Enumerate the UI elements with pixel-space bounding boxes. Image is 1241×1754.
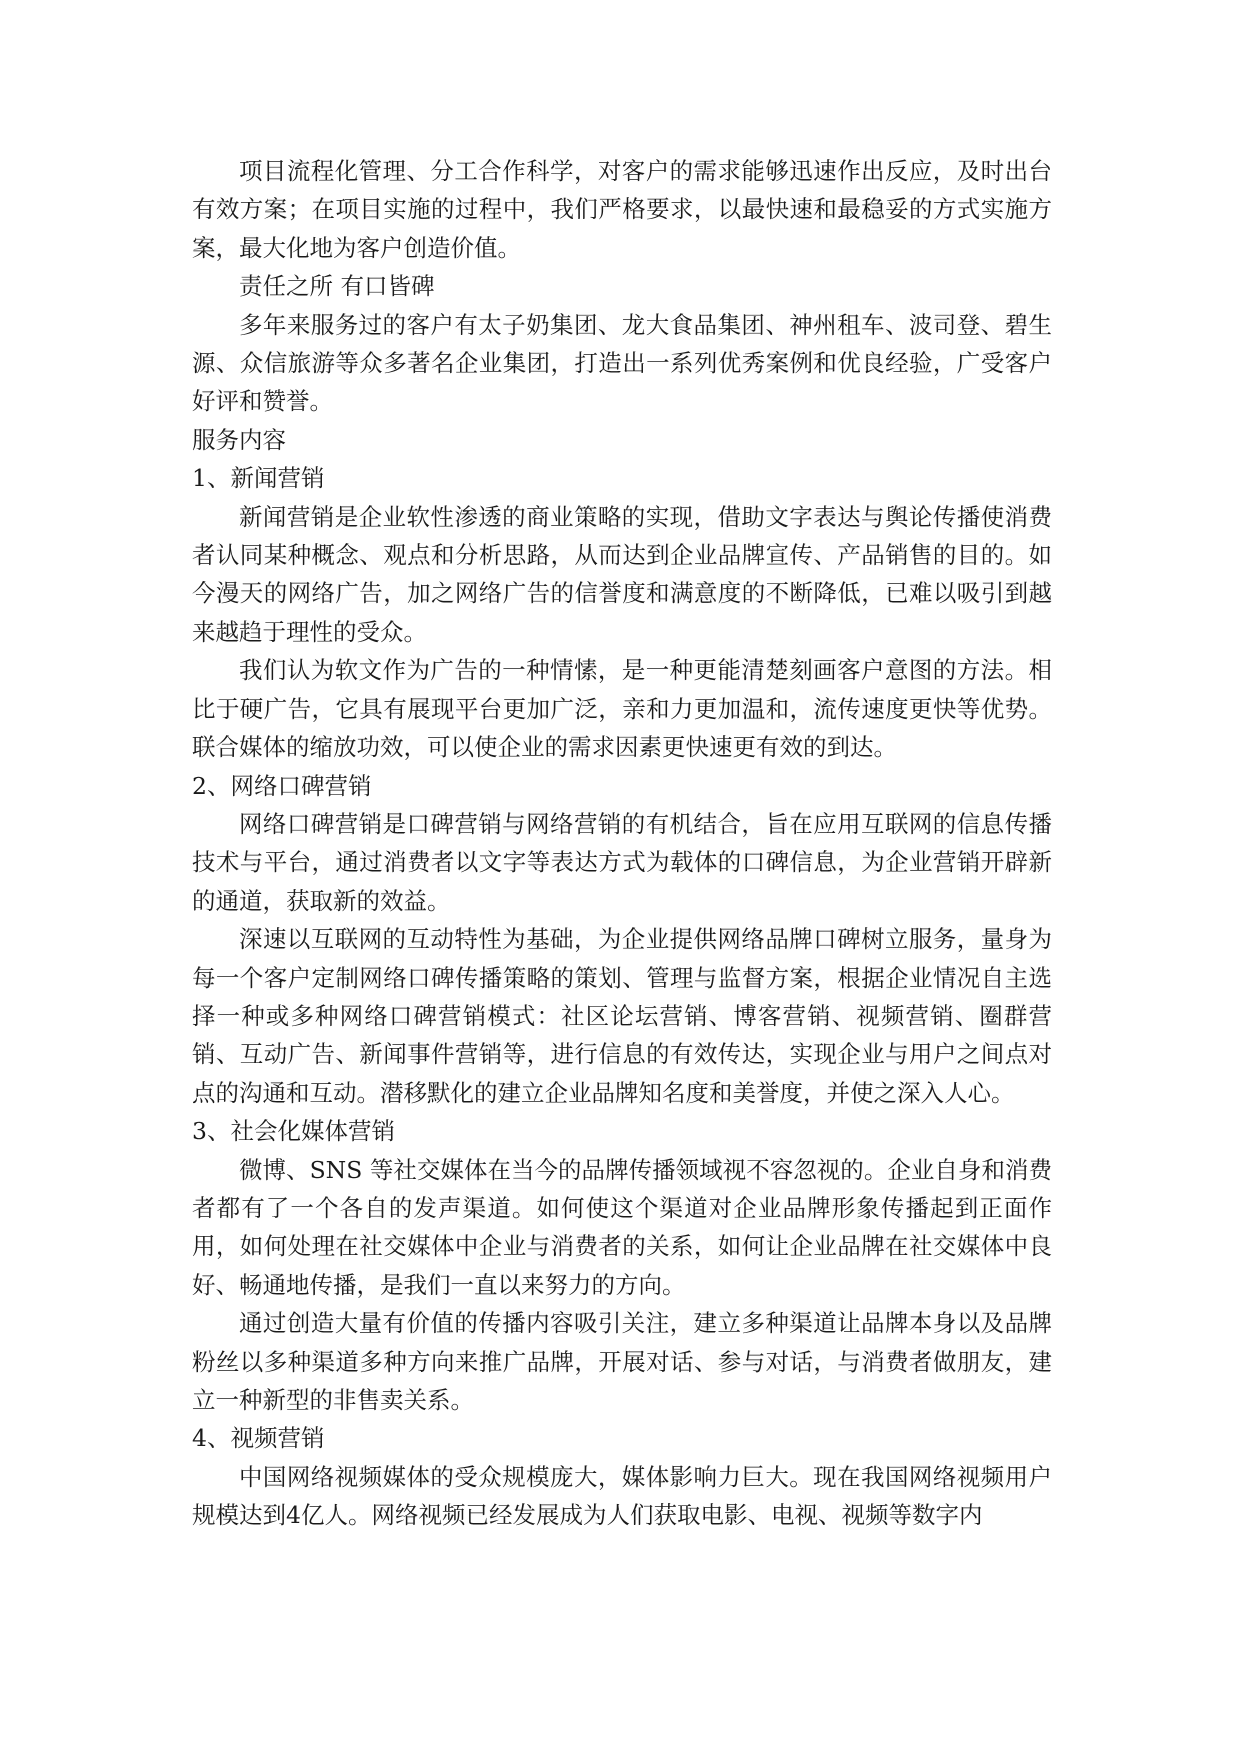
section-heading-services: 服务内容 [192, 425, 286, 454]
paragraph-clients: 多年来服务过的客户有太子奶集团、龙大食品集团、神州租车、波司登、碧生源、众信旅游等众多著名企业集团，打造出一系列优秀案例和优良经验，广受客户好评和赞誉。 [192, 310, 1052, 416]
paragraph-video-marketing-1: 中国网络视频媒体的受众规模庞大，媒体影响力巨大。现在我国网络视频用户规模达到4亿人。网络视频已经发展成为人们获取电影、电视、视频等数字内 [192, 1462, 1052, 1530]
paragraph-social-media-1: 微博、SNS 等社交媒体在当今的品牌传播领域视不容忽视的。企业自身和消费者都有了一个各自的发声渠道。如何使这个渠道对企业品牌形象传播起到正面作用，如何处理在社交媒体中企业与消费者的关系，如何让企业品牌在社交媒体中良好、畅通地传播，是我们一直以来努力的方向。 [192, 1155, 1052, 1299]
paragraph-news-marketing-2: 我们认为软文作为广告的一种情愫，是一种更能清楚刻画客户意图的方法。相比于硬广告，它具有展现平台更加广泛，亲和力更加温和，流传速度更快等优势。联合媒体的缩放功效，可以使企业的需求因素更快速更有效的到达。 [192, 656, 1052, 762]
section-heading-social-media: 3、社会化媒体营销 [192, 1117, 395, 1146]
section-heading-news-marketing: 1、新闻营销 [192, 464, 325, 493]
paragraph-news-marketing-1: 新闻营销是企业软性渗透的商业策略的实现，借助文字表达与舆论传播使消费者认同某种概念、观点和分析思路，从而达到企业品牌宣传、产品销售的目的。如今漫天的网络广告，加之网络广告的信誉度和满意度的不断降低，已难以吸引到越来越趋于理性的受众。 [192, 502, 1052, 646]
paragraph-social-media-2: 通过创造大量有价值的传播内容吸引关注，建立多种渠道让品牌本身以及品牌粉丝以多种渠道多种方向来推广品牌，开展对话、参与对话，与消费者做朋友，建立一种新型的非售卖关系。 [192, 1309, 1052, 1414]
paragraph-responsibility-slogan: 责任之所 有口皆碑 [239, 272, 435, 301]
paragraph-word-of-mouth-1: 网络口碑营销是口碑营销与网络营销的有机结合，旨在应用互联网的信息传播技术与平台，通过消费者以文字等表达方式为载体的口碑信息，为企业营销开辟新的通道，获取新的效益。 [192, 809, 1052, 915]
paragraph-project-process: 项目流程化管理、分工合作科学，对客户的需求能够迅速作出反应，及时出台有效方案；在项目实施的过程中，我们严格要求，以最快速和最稳妥的方式实施方案，最大化地为客户创造价值。 [192, 157, 1052, 262]
paragraph-word-of-mouth-2: 深速以互联网的互动特性为基础，为企业提供网络品牌口碑树立服务，量身为每一个客户定制网络口碑传播策略的策划、管理与监督方案，根据企业情况自主选择一种或多种网络口碑营销模式：社区论坛营销、博客营销、视频营销、圈群营销、互动广告、新闻事件营销等，进行信息的有效传达，实现企业与用户之间点对点的沟通和互动。潜移默化的建立企业品牌知名度和美誉度，并使之深入人心。 [192, 925, 1052, 1107]
section-heading-word-of-mouth: 2、网络口碑营销 [192, 771, 372, 800]
section-heading-video-marketing: 4、视频营销 [192, 1424, 325, 1453]
document-page [192, 152, 1052, 1535]
